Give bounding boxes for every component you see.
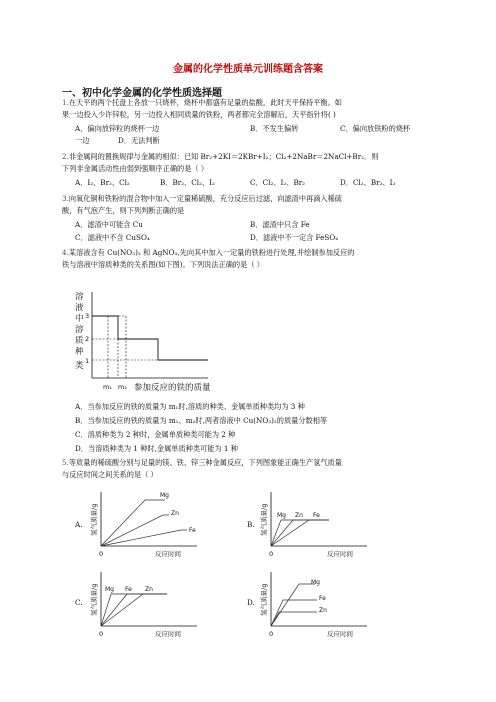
- q2-option-a: A．I₂、Br₂、Cl₂: [75, 178, 130, 187]
- graph-a-label-mg: Mg: [160, 492, 169, 499]
- graph-c-xlabel: 反应时间: [155, 630, 181, 638]
- graph-d-xlabel: 反应时间: [327, 630, 353, 638]
- q4-ytick-1: 1: [85, 357, 90, 365]
- graph-c-label-mg: Mg: [105, 586, 114, 593]
- q5-graph-a: [85, 484, 205, 562]
- q4-option-a: A．当参加反应的铁的质量为 m₁时,溶质的种类、金属单质种类均为 3 种: [75, 402, 305, 411]
- graph-b-xlabel: 反应时间: [327, 550, 353, 558]
- graph-b-ylabel: 氢气质量/g: [260, 503, 268, 536]
- q5-option-b-label: B.: [247, 520, 255, 529]
- q4-xtick-m2: m₂: [118, 383, 127, 391]
- question-2-line-1: 2.非金属间的置换规律与金属的相似：已知 Br₂+2KI＝2KBr+I₂；Cl₂+2NaBr＝2NaCl+Br₂．则: [62, 152, 379, 161]
- q3-option-b: B．滤渣中只含 Fe: [250, 220, 310, 229]
- graph-b-label-fe: Fe: [313, 512, 320, 519]
- graph-a-label-fe: Fe: [189, 527, 196, 534]
- q4-ytick-3: 3: [85, 312, 90, 320]
- q3-option-c: C．滤液中不含 CuSO₄: [75, 233, 150, 242]
- question-2-line-2: 下列非金属活动性由弱到强顺序正确的是（ ）: [62, 164, 209, 173]
- graph-a-origin: 0: [99, 550, 104, 558]
- q3-option-d: D．滤液中不一定含 FeSO₄: [250, 233, 339, 242]
- question-3-line-2: 酸，有气泡产生，则下列判断正确的是: [62, 206, 185, 215]
- q4-xlabel: 参加反应的铁的质量: [134, 383, 211, 393]
- q4-ylabel-char-5: 质: [75, 336, 84, 346]
- q1-option-a: A．偏向放锌粒的烧杯一边: [75, 124, 160, 133]
- question-3-number: 3.: [62, 194, 69, 203]
- graph-c-label-zn: Zn: [145, 586, 153, 593]
- q2-option-b: B．Br₂、Cl₂、I₂: [160, 178, 215, 187]
- q4-ylabel-char-6: 种: [75, 347, 84, 357]
- question-4-line-1: 4.某溶液含有 Cu(NO₃)₂ 和 AgNO₃,先向其中加入一定量的铁粉进行处理,并绘制参加反应的: [62, 248, 355, 257]
- q4-step-graph: [72, 286, 252, 402]
- q4-option-b: B．当参加反应的铁的质量为 m₁、m₂时,两者溶液中 Cu(NO₃)₂的质量分数相等: [75, 416, 328, 425]
- graph-b-label-mg: Mg: [277, 512, 286, 519]
- q4-ytick-2: 2: [85, 335, 90, 343]
- q5-option-c-label: C.: [75, 598, 83, 607]
- q1-option-c: C．偏向放铁粉的烧杯: [340, 124, 411, 133]
- q1-option-b: B．不发生偏转: [250, 124, 299, 133]
- q5-option-a-label: A.: [75, 520, 83, 529]
- q2-option-d: D．Cl₂、Br₂、I₂: [340, 178, 396, 187]
- question-4-line-2: 铁与溶液中溶质种类的关系图(如下图)。下列说法正确的是（ ）: [62, 260, 264, 269]
- q5-option-d-label: D.: [247, 598, 255, 607]
- graph-d-label-fe: Fe: [319, 595, 326, 602]
- question-4-number: 4.: [62, 248, 69, 257]
- graph-b-label-zn: Zn: [295, 512, 303, 519]
- q4-ylabel-char-4: 溶: [75, 325, 84, 335]
- graph-c-ylabel: 氢气质量/g: [90, 583, 98, 616]
- graph-a-ylabel: 氢气质量/g: [90, 503, 98, 536]
- graph-a-label-zn: Zn: [171, 510, 179, 517]
- graph-d-origin: 0: [269, 630, 274, 638]
- question-5-line-1: 5.等质量的稀硫酸分别与足量的镁、铁、锌三种金属反应，下列图象能正确生产氢气质量: [62, 458, 342, 467]
- q2-option-c: C．Cl₂、I₂、Br₂: [250, 178, 306, 187]
- q3-option-a: A．滤渣中可能含 Cu: [75, 220, 143, 229]
- q5-graph-c: [85, 564, 205, 642]
- question-5-number: 5.: [62, 458, 69, 467]
- graph-d-label-mg: Mg: [311, 579, 320, 586]
- q4-ylabel-char-3: 中: [75, 314, 84, 324]
- graph-d-ylabel: 氢气质量/g: [260, 583, 268, 616]
- question-3-line-1: 3.向氧化铜和铁粉的混合物中加入一定量稀硫酸，充分反应后过滤，向滤渣中再滴入稀硫: [62, 194, 342, 203]
- graph-a-xlabel: 反应时间: [155, 550, 181, 558]
- question-1-line-1: 1.在天平的两个托盘上各放一只烧杯，烧杯中都盛有足量的盐酸，此时天平保持平衡。如: [62, 98, 342, 107]
- question-1-number: 1.: [62, 98, 69, 107]
- q5-graph-d: [255, 564, 375, 642]
- q1-option-c-cont: 一边: [75, 136, 90, 145]
- q4-xtick-m1: m₁: [103, 383, 112, 391]
- graph-c-origin: 0: [99, 630, 104, 638]
- question-1-line-2: 果一边投入少许锌粒，另一边投入相同质量的铁粉，两者都完全溶解后，天平指针将( ): [62, 110, 336, 119]
- graph-d-label-zn: Zn: [319, 607, 327, 614]
- q1-option-d: D．无法判断: [118, 136, 160, 145]
- page-title: 金属的化学性质单元训练题含答案: [173, 64, 323, 75]
- q4-option-d: D．当溶质种类为 1 种时,金属单质种类可能为 1 种: [75, 444, 238, 453]
- q5-graph-b: [255, 484, 375, 562]
- graph-b-origin: 0: [269, 550, 274, 558]
- section-heading: 一、初中化学金属的化学性质选择题: [62, 88, 222, 99]
- question-5-line-2: 与反应时间之间关系的是（ ）: [62, 470, 158, 479]
- question-2-number: 2.: [62, 152, 69, 161]
- q4-ylabel-char-7: 类: [75, 361, 84, 371]
- q4-ylabel-char-1: 溶: [75, 292, 84, 302]
- q4-option-c: C．溶质种类为 2 种时，金属单质种类可能为 2 种: [75, 430, 236, 439]
- graph-c-label-fe: Fe: [125, 586, 132, 593]
- q4-ylabel-char-2: 液: [75, 303, 84, 313]
